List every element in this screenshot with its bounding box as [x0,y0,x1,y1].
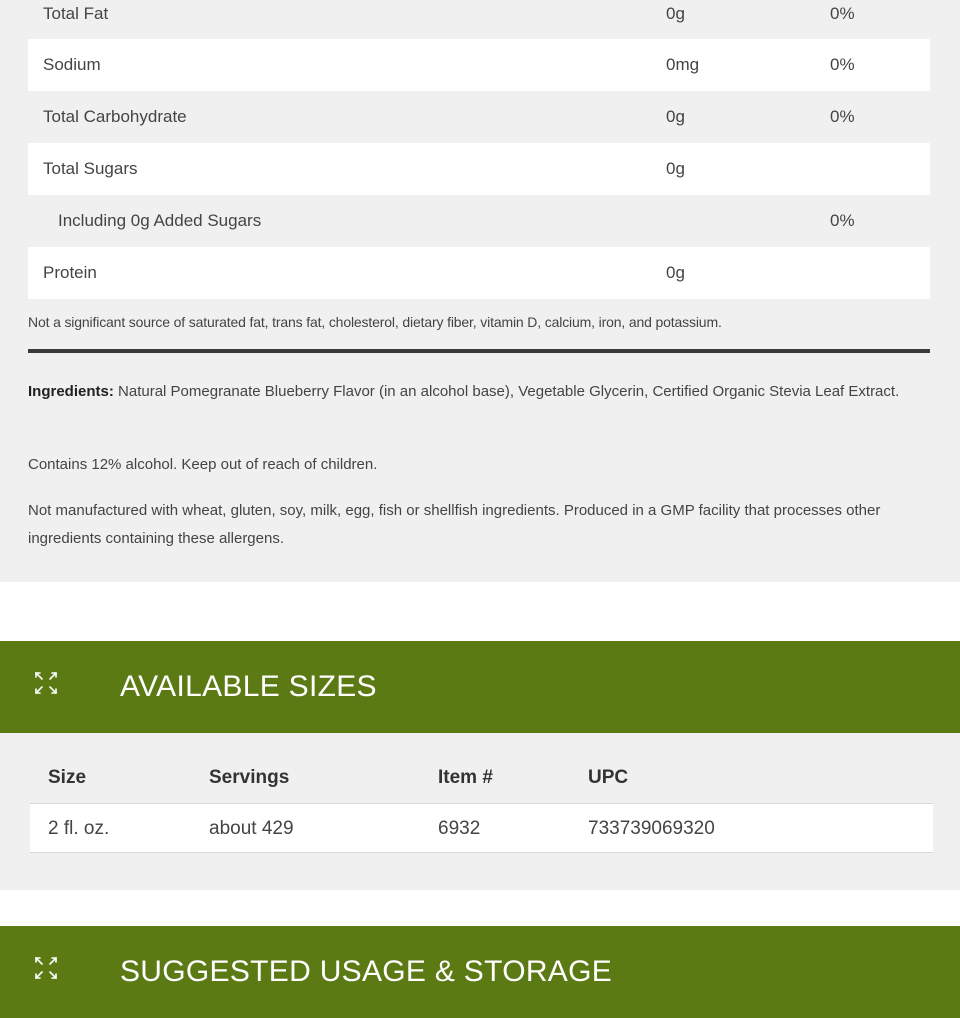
cell-item: 6932 [438,818,481,839]
nutrient-amount: 0g [666,159,685,178]
header-size: Size [48,767,87,788]
nutrient-amount: 0g [666,263,685,282]
header-servings: Servings [209,767,290,788]
nutrient-daily-value: 0% [830,211,855,230]
header-upc: UPC [588,767,629,788]
nutrient-name: Including 0g Added Sugars [58,211,262,230]
nutrient-amount: 0mg [666,55,700,74]
header-item: Item # [438,767,493,788]
ingredients-text [28,378,932,406]
available-sizes-header[interactable] [0,641,960,733]
expand-arrows-icon [30,667,62,699]
nutrient-row-total-fat [28,0,930,40]
ingredients-label: Ingredients: [28,383,114,400]
section-divider [28,349,930,353]
alcohol-warning: Contains 12% alcohol. Keep out of reach of children. [28,456,378,473]
cell-size: 2 fl. oz. [48,818,110,839]
allergen-statement: Not manufactured with wheat, gluten, soy, milk, egg, fish or shellfish ingredients. Produced in a GMP facility that processes other ingredients containing these allergens. [28,502,881,547]
nutrient-row-total-sugars [28,143,930,195]
nutrient-name: Total Sugars [43,159,138,178]
nutrient-row-sodium [28,39,930,91]
nutrient-name: Sodium [43,55,101,74]
cell-upc: 733739069320 [588,818,715,839]
section-title: AVAILABLE SIZES [120,670,377,703]
sizes-table [30,751,933,853]
expand-arrows-icon [30,952,62,984]
nutrient-row-protein [28,247,930,299]
nutrient-row-total-carbohydrate [28,91,930,143]
suggested-usage-header[interactable] [0,926,960,1018]
nutrient-daily-value: 0% [830,107,855,126]
nutrient-name: Total Carbohydrate [43,107,187,126]
nutrient-amount: 0g [666,4,685,23]
ingredients-list: Natural Pomegranate Blueberry Flavor (in an alcohol base), Vegetable Glycerin, Certified Organic Stevia Leaf Extract. [118,383,900,400]
section-title: SUGGESTED USAGE & STORAGE [120,955,613,988]
nutrient-daily-value: 0% [830,4,855,23]
cell-servings: about 429 [209,818,294,839]
nutrient-name: Protein [43,263,97,282]
nutrient-row-added-sugars [28,195,930,247]
nutrient-name: Total Fat [43,4,109,23]
nutrient-daily-value: 0% [830,55,855,74]
nutrition-footnote: Not a significant source of saturated fat, trans fat, cholesterol, dietary fiber, vitamin D, calcium, iron, and potassium. [28,314,722,330]
nutrient-amount: 0g [666,107,685,126]
table-row [30,803,933,853]
sizes-table-header [30,751,933,803]
